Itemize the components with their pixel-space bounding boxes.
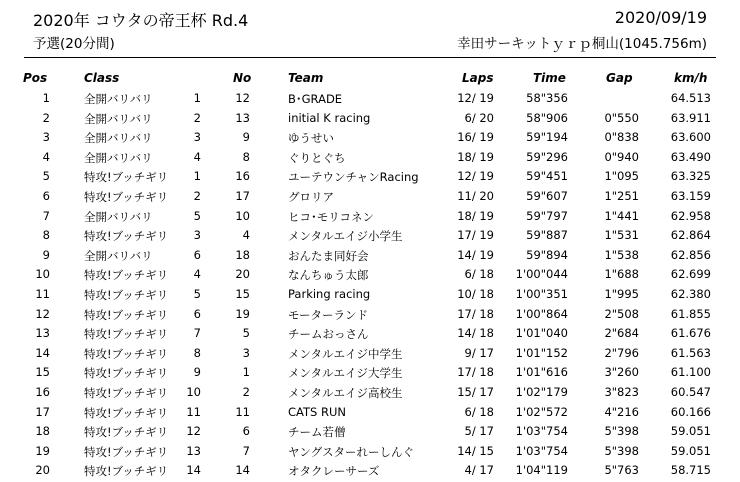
row-best-time: 59"607: [526, 189, 568, 203]
row-speed: 63.159: [670, 189, 711, 203]
row-class-position: 4: [193, 149, 201, 164]
row-speed: 61.676: [670, 326, 711, 341]
row-position: 10: [35, 267, 50, 282]
row-gap: 5"398: [604, 443, 639, 458]
row-best-time: 58"356: [526, 91, 568, 105]
row-best-time: 59"887: [526, 228, 568, 243]
row-best-time: 1'02"572: [515, 404, 568, 419]
row-speed: 58.715: [670, 463, 711, 478]
row-speed: 63.911: [670, 110, 711, 125]
row-class: 特攻!ブッチギリ: [84, 425, 169, 440]
row-car-number: 15: [235, 287, 250, 301]
row-best-time: 59"894: [526, 247, 568, 262]
row-team: グロリア: [288, 190, 334, 204]
row-position: 17: [35, 404, 50, 419]
row-class: 全開バリバリ: [84, 150, 153, 165]
row-speed: 61.100: [670, 365, 711, 380]
row-class-position: 1: [193, 169, 201, 184]
row-class-position: 7: [193, 326, 201, 341]
row-position: 1: [42, 91, 50, 105]
row-class-position: 1: [193, 91, 201, 105]
table-row: [0, 187, 740, 207]
row-team: チームおっさん: [288, 327, 369, 342]
row-class-position: 13: [186, 443, 201, 458]
row-car-number: 2: [242, 385, 250, 399]
row-speed: 61.563: [670, 345, 711, 360]
row-laps: 18/ 19: [457, 149, 494, 164]
row-class: 特攻!ブッチギリ: [84, 190, 169, 204]
table-row: [0, 167, 740, 187]
row-best-time: 1'01"040: [515, 326, 568, 341]
row-team: メンタルエイジ大学生: [288, 366, 403, 381]
row-car-number: 16: [235, 169, 250, 184]
table-row: [0, 305, 740, 325]
row-class: 特攻!ブッチギリ: [84, 229, 169, 244]
row-class-position: 3: [193, 130, 201, 145]
row-class-position: 14: [186, 463, 201, 478]
row-gap: 5"763: [604, 463, 639, 478]
row-gap: 2"684: [604, 326, 639, 341]
row-speed: 62.864: [670, 228, 711, 243]
table-row: [0, 461, 740, 481]
row-position: 18: [35, 424, 50, 439]
row-laps: 5/ 17: [464, 424, 494, 439]
row-team: メンタルエイジ小学生: [288, 229, 403, 244]
row-car-number: 10: [235, 208, 250, 223]
table-row: [0, 246, 740, 266]
row-speed: 63.600: [670, 130, 711, 145]
row-car-number: 5: [242, 326, 250, 341]
row-laps: 6/ 20: [464, 110, 494, 125]
row-team: initial K racing: [288, 110, 371, 125]
event-title: 2020年 コウタの帝王杯 Rd.4: [33, 11, 249, 30]
table-row: [0, 128, 740, 148]
row-class: 特攻!ブッチギリ: [84, 288, 169, 302]
row-position: 16: [35, 385, 50, 399]
row-laps: 11/ 20: [457, 189, 494, 203]
row-team: ヤングスターれーしんぐ: [288, 444, 415, 459]
row-position: 14: [35, 345, 50, 360]
row-laps: 4/ 17: [464, 463, 494, 478]
row-class-position: 6: [193, 306, 201, 321]
row-car-number: 8: [242, 149, 250, 164]
row-laps: 15/ 17: [457, 385, 494, 399]
row-best-time: 1'01"152: [515, 345, 568, 360]
row-class-position: 2: [193, 189, 201, 203]
row-class: 特攻!ブッチギリ: [84, 170, 169, 185]
row-position: 2: [42, 110, 50, 125]
table-row: [0, 89, 740, 109]
row-car-number: 4: [242, 228, 250, 243]
row-class-position: 2: [193, 110, 201, 125]
row-position: 20: [35, 463, 50, 478]
row-class: 特攻!ブッチギリ: [84, 464, 169, 479]
row-class-position: 5: [193, 287, 201, 301]
row-class: 全開バリバリ: [84, 248, 153, 263]
row-gap: 4"216: [604, 404, 639, 419]
row-class-position: 5: [193, 208, 201, 223]
row-gap: 2"508: [604, 306, 639, 321]
row-position: 11: [35, 287, 50, 301]
row-laps: 18/ 19: [457, 208, 494, 223]
row-gap: 5"398: [604, 424, 639, 439]
row-gap: 1"995: [604, 287, 639, 301]
row-team: B･GRADE: [288, 92, 343, 106]
row-team: ユーテウンチャンRacing: [288, 170, 419, 185]
row-position: 12: [35, 306, 50, 321]
column-header-pos: Pos: [23, 71, 48, 85]
column-header-kmh: km/h: [674, 71, 708, 85]
row-gap: 0"838: [604, 130, 639, 145]
row-car-number: 17: [235, 189, 250, 203]
row-position: 13: [35, 326, 50, 341]
row-best-time: 1'00"351: [515, 287, 568, 301]
row-laps: 14/ 18: [457, 326, 494, 341]
row-car-number: 18: [235, 247, 250, 262]
row-best-time: 1'03"754: [515, 424, 568, 439]
row-gap: 3"823: [604, 385, 639, 399]
row-gap: 0"940: [604, 149, 639, 164]
row-class: 特攻!ブッチギリ: [84, 268, 169, 283]
row-team: チーム若僧: [288, 425, 346, 440]
row-best-time: 59"296: [526, 149, 568, 164]
row-laps: 16/ 19: [457, 130, 494, 145]
row-class-position: 3: [193, 228, 201, 243]
row-class-position: 6: [193, 247, 201, 262]
venue-info: 幸田サーキットｙｒｐ桐山(1045.756m): [457, 36, 707, 52]
row-laps: 14/ 15: [457, 443, 494, 458]
row-laps: 14/ 19: [457, 247, 494, 262]
row-speed: 62.380: [670, 287, 711, 301]
row-class: 全開バリバリ: [84, 92, 153, 106]
row-car-number: 1: [242, 365, 250, 380]
row-gap: 0"550: [604, 110, 639, 125]
row-class-position: 9: [193, 365, 201, 380]
row-gap: 1"251: [604, 189, 639, 203]
row-position: 6: [42, 189, 50, 203]
row-speed: 60.547: [670, 385, 711, 399]
column-header-no: No: [233, 71, 252, 85]
table-row: [0, 265, 740, 285]
row-laps: 17/ 18: [457, 306, 494, 321]
row-gap: 1"538: [604, 247, 639, 262]
row-car-number: 6: [242, 424, 250, 439]
row-team: メンタルエイジ中学生: [288, 346, 403, 361]
row-team: オタクレーサーズ: [288, 464, 380, 479]
row-class: 特攻!ブッチギリ: [84, 307, 169, 322]
row-speed: 60.166: [670, 404, 711, 419]
row-position: 15: [35, 365, 50, 380]
row-best-time: 1'01"616: [515, 365, 568, 380]
table-row: [0, 285, 740, 305]
row-gap: 1"095: [604, 169, 639, 184]
column-header-time: Time: [533, 71, 566, 85]
row-best-time: 1'00"044: [515, 267, 568, 282]
row-laps: 10/ 18: [457, 287, 494, 301]
row-position: 19: [35, 443, 50, 458]
row-class-position: 12: [186, 424, 201, 439]
column-header-class: Class: [84, 71, 120, 85]
row-gap: 3"260: [604, 365, 639, 380]
row-position: 8: [42, 228, 50, 243]
row-best-time: 59"451: [526, 169, 568, 184]
row-class-position: 8: [193, 345, 201, 360]
row-car-number: 3: [242, 345, 250, 360]
row-laps: 17/ 19: [457, 228, 494, 243]
row-speed: 63.490: [670, 149, 711, 164]
row-team: ぐりとぐち: [288, 150, 346, 165]
row-class-position: 10: [186, 385, 201, 399]
row-car-number: 9: [242, 130, 250, 145]
row-car-number: 12: [235, 91, 250, 105]
row-car-number: 20: [235, 267, 250, 282]
table-row: [0, 383, 740, 403]
row-speed: 61.855: [670, 306, 711, 321]
column-header-team: Team: [288, 71, 324, 85]
row-team: ゆうせい: [288, 131, 334, 146]
row-car-number: 11: [235, 404, 250, 419]
row-team: おんたま同好会: [288, 248, 369, 263]
row-team: Parking racing: [288, 287, 371, 301]
row-position: 9: [42, 247, 50, 262]
row-best-time: 1'00"864: [515, 306, 568, 321]
row-class: 全開バリバリ: [84, 111, 153, 126]
table-row: [0, 207, 740, 227]
row-best-time: 1'04"119: [515, 463, 568, 478]
row-best-time: 1'03"754: [515, 443, 568, 458]
table-row: [0, 109, 740, 129]
row-best-time: 58"906: [526, 110, 568, 125]
row-class-position: 4: [193, 267, 201, 282]
row-class: 特攻!ブッチギリ: [84, 346, 169, 361]
table-row: [0, 324, 740, 344]
row-position: 4: [42, 149, 50, 164]
row-laps: 12/ 19: [457, 91, 494, 105]
table-row: [0, 422, 740, 442]
row-laps: 6/ 18: [464, 267, 494, 282]
row-speed: 64.513: [670, 91, 711, 105]
header-divider: [24, 57, 716, 58]
row-gap: 1"531: [604, 228, 639, 243]
row-position: 7: [42, 208, 50, 223]
row-team: CATS RUN: [288, 404, 346, 419]
column-header-laps: Laps: [462, 71, 494, 85]
row-team: メンタルエイジ高校生: [288, 386, 403, 400]
row-class: 特攻!ブッチギリ: [84, 405, 169, 420]
row-position: 3: [42, 130, 50, 145]
row-class-position: 11: [186, 404, 201, 419]
row-laps: 12/ 19: [457, 169, 494, 184]
table-row: [0, 363, 740, 383]
row-car-number: 14: [235, 463, 250, 478]
row-gap: 1"441: [604, 208, 639, 223]
row-position: 5: [42, 169, 50, 184]
row-class: 特攻!ブッチギリ: [84, 386, 169, 400]
row-gap: 1"688: [604, 267, 639, 282]
row-speed: 63.325: [670, 169, 711, 184]
table-row: [0, 442, 740, 462]
row-class: 全開バリバリ: [84, 209, 153, 224]
row-speed: 59.051: [670, 443, 711, 458]
session-name: 予選(20分間): [33, 36, 115, 52]
row-team: なんちゅう太郎: [288, 268, 369, 283]
column-header-gap: Gap: [606, 71, 633, 85]
table-row: [0, 344, 740, 364]
row-gap: 2"796: [604, 345, 639, 360]
row-car-number: 7: [242, 443, 250, 458]
row-class: 特攻!ブッチギリ: [84, 444, 169, 459]
row-best-time: 59"194: [526, 130, 568, 145]
row-best-time: 59"797: [526, 208, 568, 223]
row-team: ヒコ･モリコネン: [288, 209, 375, 224]
event-date: 2020/09/19: [614, 8, 707, 27]
row-speed: 62.856: [670, 247, 711, 262]
row-laps: 17/ 18: [457, 365, 494, 380]
row-car-number: 19: [235, 306, 250, 321]
row-best-time: 1'02"179: [515, 385, 568, 399]
row-class: 特攻!ブッチギリ: [84, 366, 169, 381]
row-class: 特攻!ブッチギリ: [84, 327, 169, 342]
table-row: [0, 148, 740, 168]
row-speed: 59.051: [670, 424, 711, 439]
row-speed: 62.958: [670, 208, 711, 223]
row-laps: 6/ 18: [464, 404, 494, 419]
table-row: [0, 226, 740, 246]
row-speed: 62.699: [670, 267, 711, 282]
row-team: モーターランド: [288, 307, 369, 322]
row-car-number: 13: [235, 110, 250, 125]
row-class: 全開バリバリ: [84, 131, 153, 146]
table-row: [0, 403, 740, 423]
row-laps: 9/ 17: [464, 345, 494, 360]
